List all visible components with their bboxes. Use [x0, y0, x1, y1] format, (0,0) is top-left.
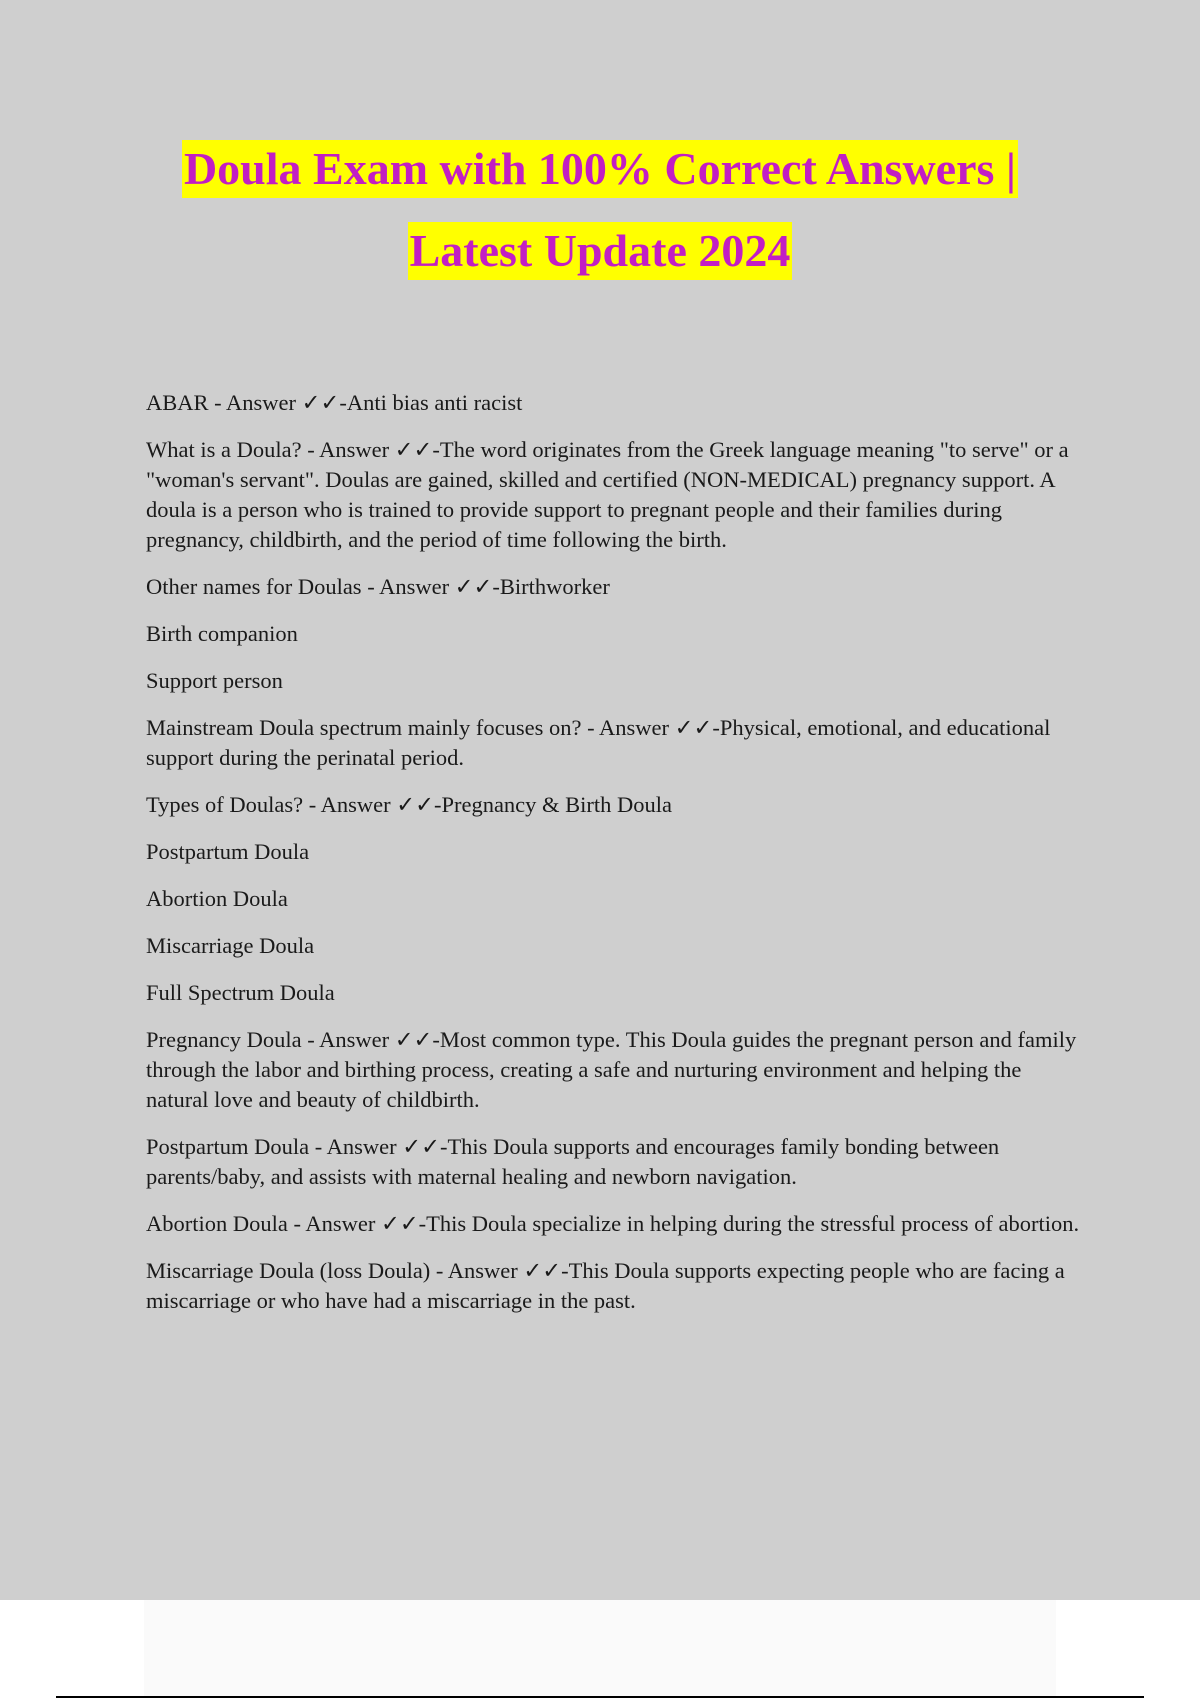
answer-marker: Answer ✓✓- — [379, 574, 500, 599]
answer-text: Physical, emotional, and educational support during the perinatal period. — [146, 715, 1051, 770]
qa-item — [146, 713, 1086, 773]
answer-text: This Doula supports expecting people who are facing a miscarriage or who have had a miscarriage in the past. — [146, 1258, 1065, 1313]
answer-text: This Doula specialize in helping during the stressful process of abortion. — [426, 1211, 1080, 1236]
question-text: Other names for Doulas - — [146, 574, 380, 599]
qa-item — [146, 388, 1086, 418]
answer-text: Birthworker — [499, 574, 610, 599]
title-line-2: Latest Update 2024 — [408, 222, 793, 280]
list-item: Miscarriage Doula — [146, 933, 315, 958]
answer-marker: Answer ✓✓- — [319, 437, 440, 462]
answer-text: Pregnancy & Birth Doula — [441, 792, 673, 817]
document-body — [146, 388, 1086, 1333]
question-text: ABAR - — [146, 390, 227, 415]
qa-item — [146, 1132, 1086, 1192]
question-text: Types of Doulas? - — [146, 792, 321, 817]
qa-item — [146, 790, 1086, 820]
list-item: Postpartum Doula — [146, 839, 310, 864]
qa-item — [146, 1025, 1086, 1115]
answer-marker: Answer ✓✓- — [599, 715, 720, 740]
list-item: Abortion Doula — [146, 886, 288, 911]
answer-text: Most common type. This Doula guides the pregnant person and family through the labor and birthing process, creating a safe and nurturing environment and helping the natural love and beauty of childbirth. — [146, 1027, 1077, 1112]
answer-marker: Answer ✓✓- — [326, 1134, 448, 1159]
answer-marker: Answer ✓✓- — [226, 390, 347, 415]
qa-item — [146, 1209, 1086, 1239]
list-item: Full Spectrum Doula — [146, 980, 335, 1005]
qa-item — [146, 435, 1086, 555]
answer-marker: Answer ✓✓- — [447, 1258, 569, 1283]
answer-marker: Answer ✓✓- — [319, 1027, 440, 1052]
question-text: Postpartum Doula - — [146, 1134, 327, 1159]
answer-text: The word originates from the Greek language meaning "to serve" or a "woman's servant". Doulas are gained, skilled and certified (NON-MEDICAL) pregnancy support. A doula is a person who is trained to provide support to pregnant people and their families during pregnancy, childbirth, and the period of time following the birth. — [146, 437, 1069, 552]
list-item: Support person — [146, 668, 283, 693]
question-text: Mainstream Doula spectrum mainly focuses on? - — [146, 715, 600, 740]
question-text: Pregnancy Doula - — [146, 1027, 320, 1052]
document-title — [0, 140, 1200, 280]
answer-text: Anti bias anti racist — [346, 390, 523, 415]
question-text: What is a Doula? - — [146, 437, 320, 462]
title-line-1: Doula Exam with 100% Correct Answers | — [182, 140, 1018, 198]
question-text: Miscarriage Doula (loss Doula) - — [146, 1258, 448, 1283]
page-divider — [56, 1696, 1144, 1698]
next-page-edge — [144, 1600, 1056, 1696]
question-text: Abortion Doula - — [146, 1211, 306, 1236]
qa-item — [146, 1256, 1086, 1316]
list-item: Birth companion — [146, 621, 298, 646]
answer-text: This Doula supports and encourages family bonding between parents/baby, and assists with maternal healing and newborn navigation. — [146, 1134, 1000, 1189]
answer-marker: Answer ✓✓- — [305, 1211, 427, 1236]
qa-item — [146, 572, 1086, 602]
answer-marker: Answer ✓✓- — [320, 792, 442, 817]
